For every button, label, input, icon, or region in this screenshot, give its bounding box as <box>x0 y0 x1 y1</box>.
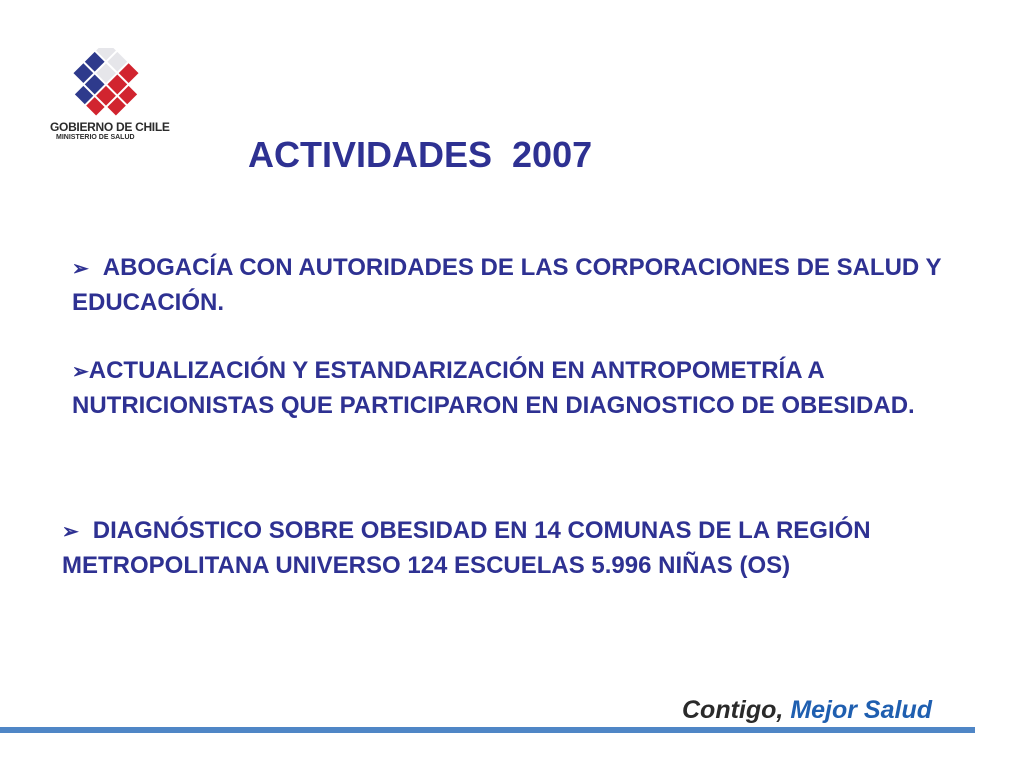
list-item-text: DIAGNÓSTICO SOBRE OBESIDAD EN 14 COMUNAS DE LA REGIÓN METROPOLITANA UNIVERSO 124 ESCUELAS 5.996 NIÑAS (OS) <box>62 517 871 579</box>
logo-text-gobierno: GOBIERNO DE CHILE <box>50 120 170 134</box>
government-emblem-icon <box>64 48 148 118</box>
arrow-bullet-icon: ➢ <box>62 521 79 543</box>
slogan-part1: Contigo, <box>682 696 791 724</box>
logo-text-ministerio: MINISTERIO DE SALUD <box>56 134 135 141</box>
slide-title: ACTIVIDADES 2007 <box>248 134 593 175</box>
gobierno-de-chile-logo <box>48 48 178 148</box>
list-item-abogacia <box>72 251 1002 320</box>
arrow-bullet-icon: ➢ <box>72 361 89 383</box>
list-item-text: ACTUALIZACIÓN Y ESTANDARIZACIÓN EN ANTROPOMETRÍA A NUTRICIONISTAS QUE PARTICIPARON EN DIAGNOSTICO DE OBESIDAD. <box>72 357 915 419</box>
footer-divider <box>0 727 975 733</box>
footer-slogan <box>682 696 932 725</box>
slogan-part2: Mejor Salud <box>790 696 932 724</box>
list-item-actualizacion <box>72 354 972 423</box>
list-item-diagnostico <box>62 514 962 583</box>
arrow-bullet-icon: ➢ <box>72 258 89 280</box>
list-item-text: ABOGACÍA CON AUTORIDADES DE LAS CORPORACIONES DE SALUD Y EDUCACIÓN. <box>72 254 942 316</box>
